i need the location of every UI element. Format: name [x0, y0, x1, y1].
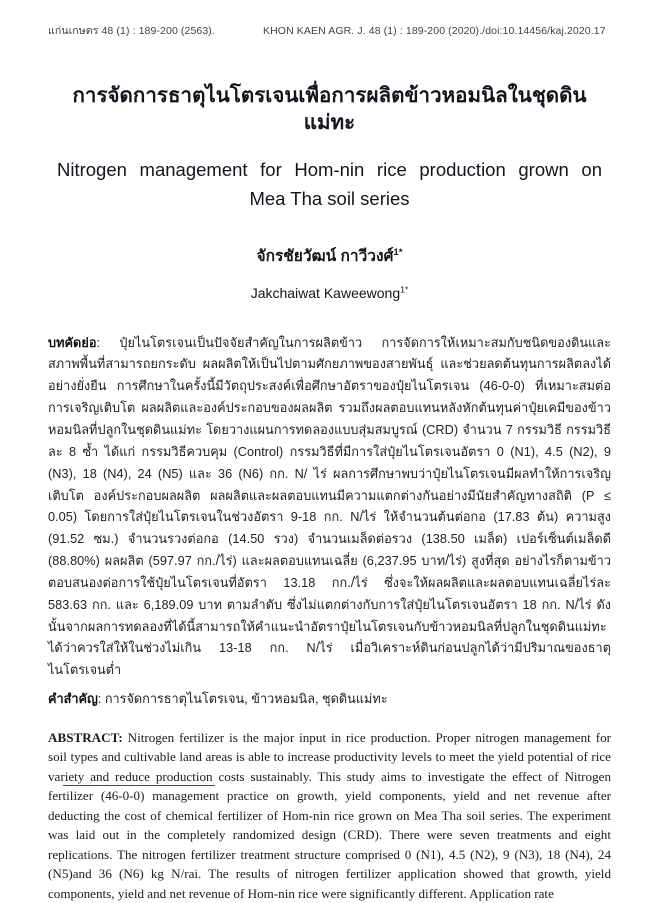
page-title-english-line-1: Nitrogen management for Hom-nin rice production grown on — [57, 159, 602, 181]
keywords-thai-separator: : — [97, 692, 105, 707]
author-thai-affiliation-marker: 1* — [393, 246, 403, 258]
keywords-thai-label: คำสำคัญ — [48, 692, 98, 707]
page-title-thai: การจัดการธาตุไนโตรเจนเพื่อการผลิตข้าวหอมนิลในชุดดินแม่ทะ — [72, 84, 587, 134]
keywords-thai-value: การจัดการธาตุไนโตรเจน, ข้าวหอมนิล, ชุดดินแม่ทะ — [104, 692, 388, 707]
page-title-english — [48, 156, 611, 213]
abstract-thai-body: ปุ๋ยไนโตรเจนเป็นปัจจัยสำคัญในการผลิตข้าว การจัดการให้เหมาะสมกับชนิดของดินและสภาพพื้นที่สามารถยกระดับ ผลผลิตให้เป็นไปตามศักยภาพของสายพันธุ์ และช่วยลดต้นทุนการผลิตลงได้อย่างยั่งยืน การศึกษาในครั้งนี้มีวัตถุประสงค์เพื่อศึกษาอัตราของปุ๋ยไนโตรเจน (46-0-0) ที่เหมาะสมต่อการเจริญเติบโต ผลผลิตและองค์ประกอบของผลผลิต รวมถึงผลตอบแทนหลังหักต้นทุนค่าปุ๋ยเคมีของข้าวหอมนิลที่ปลูกในชุดดินแม่ทะ โดยวางแผนการทดลองแบบสุ่มสมบูรณ์ (CRD) จำนวน 7 กรรมวิธี กรรมวิธีละ 8 ซ้ำ ได้แก่ กรรมวิธีควบคุม (Control) กรรมวิธีที่มีการใส่ปุ๋ยไนโตรเจนอัตรา 0 (N1), 4.5 (N2), 9 (N3), 18 (N4), 24 (N5) และ 36 (N6) กก. N/ ไร่ ผลการศึกษาพบว่าปุ๋ยไนโตรเจนมีผลทำให้การเจริญเติบโต องค์ประกอบผลผลิต ผลผลิตและผลตอบแทนมีความแตกต่างกันอย่างมีนัยสำคัญทางสถิติ (P ≤ 0.05) โดยการใส่ปุ๋ยไนโตรเจนในช่วงอัตรา 9-18 กก. N/ไร่ ให้จำนวนต้นต่อกอ (17.83 ต้น) ความสูง (91.52 ซม.) จำนวนรวงต่อกอ (14.50 รวง) จำนวนเมล็ดต่อรวง (138.50 เมล็ด) เปอร์เซ็นต์เมล็ดดี (88.80%) ผลผลิต (597.97 กก./ไร่) และผลตอบแทนเฉลี่ย (6,237.95 บาท/ไร่) สูงที่สุด อย่างไรก็ตามข้าวตอบสนองต่อการใช้ปุ๋ยไนโตรเจนที่อัตรา 13.18 กก./ไร่ ซึ่งจะให้ผลผลิตและผลตอบแทนเฉลี่ยไร่ละ 583.63 กก. และ 6,189.09 บาท ตามลำดับ ซึ่งไม่แตกต่างกับการใส่ปุ๋ยไนโตรเจนอัตรา 18 กก. N/ไร่ ดังนั้นจากผลการทดลองที่ได้นี้สามารถให้คำแนะนำอัตราปุ๋ยไนโตรเจนกับข้าวหอมนิลที่ปลูกในชุดดินแม่ทะได้ว่าควรใส่ให้ในช่วงไม่เกิน 13-18 กก. N/ไร่ เมื่อวิเคราะห์ดินก่อนปลูกได้ว่ามีปริมาณของธาตุไนโตรเจนต่ำ — [48, 335, 611, 678]
abstract-thai-label: บทคัดย่อ — [48, 335, 97, 350]
abstract-english-label: ABSTRACT: — [48, 729, 123, 745]
author-english-affiliation-marker: 1* — [400, 283, 409, 294]
running-head-english: KHON KAEN AGR. J. 48 (1) : 189-200 (2020)./doi:10.14456/kaj.2020.17 — [263, 25, 606, 37]
author-english — [48, 285, 611, 301]
abstract-english — [48, 728, 611, 903]
abstract-english-body: Nitrogen fertilizer is the major input in rice production. Proper nitrogen management for soil types and cultivable land areas is able to increase productivity levels to meet the yield potential of rice variety and reduce production costs sustainably. This study aims to investigate the effect of Nitrogen fertilizer (46-0-0) management practice on growth, yield components, yield and net revenue after deducting the cost of chemical fertilizer of Hom-nin rice grown on Mea Tha soil series. The experiment was laid out in the completely randomized design (CRD). There were seven treatments and eight replications. The nitrogen fertilizer treatment structure comprised 0 (N1), 4.5 (N2), 9 (N3), 18 (N4), 24 (N5)and 36 (N6) kg N/rai. The results of nitrogen fertilizer application showed that growth, yield components, yield and net revenue of Hom-nin rice were significantly different. Application rate — [48, 729, 611, 901]
abstract-thai-separator: : — [96, 335, 120, 350]
page-title-english-line-2: Mea Tha soil series — [249, 187, 410, 209]
author-english-name: Jakchaiwat Kaweewong — [250, 284, 401, 301]
running-head-thai: แก่นเกษตร 48 (1) : 189-200 (2563). — [48, 25, 215, 37]
running-head — [48, 0, 611, 39]
footnote-separator-rule — [63, 785, 215, 786]
author-thai — [48, 243, 611, 268]
abstract-thai — [48, 333, 611, 683]
author-thai-name: จักรชัยวัฒน์ กาวีวงศ์ — [256, 247, 394, 265]
keywords-thai — [48, 689, 611, 711]
